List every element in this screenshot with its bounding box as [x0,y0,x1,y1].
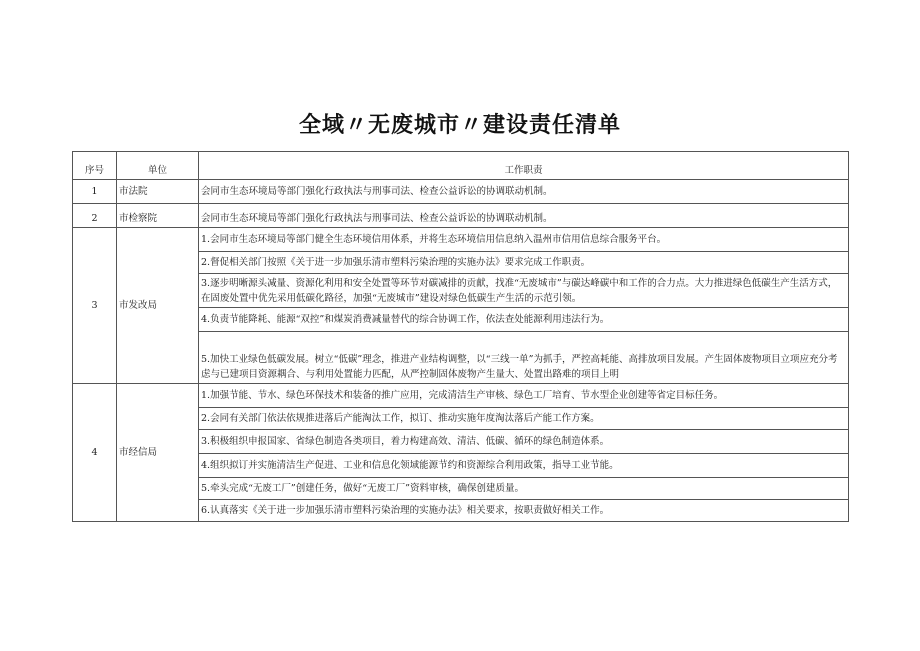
page-title: 全域〃无废城市〃建设责任清单 [298,113,621,138]
responsibility-table [72,151,849,522]
table-row [73,180,849,204]
duty-item: 5.牵头完成“无废工厂”创建任务，做好“无废工厂”资料审核，确保创建质量。 [199,478,849,500]
duty-item: 2.督促相关部门按照《关于进一步加强乐清市塑料污染治理的实施办法》要求完成工作职责。 [199,252,849,274]
row-seq: 1 [73,180,117,204]
duty-item: 3.积极组织申报国家、省绿色制造各类项目，着力构建高效、清洁、低碳、循环的绿色制造体系。 [199,430,849,454]
table-row [73,228,849,252]
duty-item: 4.组织拟订并实施清洁生产促进、工业和信息化领域能源节约和资源综合利用政策，指导工业节能。 [199,454,849,478]
header-unit: 单位 [117,152,199,180]
row-unit: 市检察院 [117,204,199,228]
row-duty: 会同市生态环境局等部门强化行政执法与刑事司法、检查公益诉讼的协调联动机制。 [199,180,849,204]
table-row [73,384,849,408]
duty-item: 1.会同市生态环境局等部门健全生态环境信用体系，并将生态环境信用信息纳入温州市信用信息综合服务平台。 [199,228,849,252]
header-duty: 工作职责 [199,152,849,180]
row-unit: 市法院 [117,180,199,204]
row-unit: 市经信局 [117,384,199,522]
duty-item: 6.认真落实《关于进一步加强乐清市塑料污染治理的实施办法》相关要求，按职责做好相关工作。 [199,500,849,522]
table-header-row [73,152,849,180]
duty-item: 5.加快工业绿色低碳发展。树立“低碳”理念，推进产业结构调整，以“三线一单”为抓手，严控高耗能、高排放项目发展。产生固体废物项目立项应充分考虑与已建项目资源耦合、与利用处置能力匹配，从严控制固体废物产生量大、处置出路难的项目上明 [199,332,849,384]
table-row [73,204,849,228]
duty-item: 2.会同有关部门依法依规推进落后产能淘汰工作，拟订、推动实施年度淘汰落后产能工作方案。 [199,408,849,430]
row-seq: 3 [73,228,117,384]
duty-item: 3.逐步明晰源头减量、资源化利用和安全处置等环节对碳减排的贡献，找准“无废城市”与碳达峰碳中和工作的合力点。大力推进绿色低碳生产生活方式，在固废处置中优先采用低碳化路径，加强“无废城市”建设对绿色低碳生产生活的示范引领。 [199,274,849,308]
duty-item: 1.加强节能、节水、绿色环保技术和装备的推广应用，完成清洁生产审核、绿色工厂培育、节水型企业创建等省定目标任务。 [199,384,849,408]
row-seq: 2 [73,204,117,228]
row-seq: 4 [73,384,117,522]
duty-item: 4.负责节能降耗、能源“双控”和煤炭消费减量替代的综合协调工作，依法查处能源利用违法行为。 [199,308,849,332]
row-duty: 会同市生态环境局等部门强化行政执法与刑事司法、检查公益诉讼的协调联动机制。 [199,204,849,228]
header-seq: 序号 [73,152,117,180]
row-unit: 市发改局 [117,228,199,384]
